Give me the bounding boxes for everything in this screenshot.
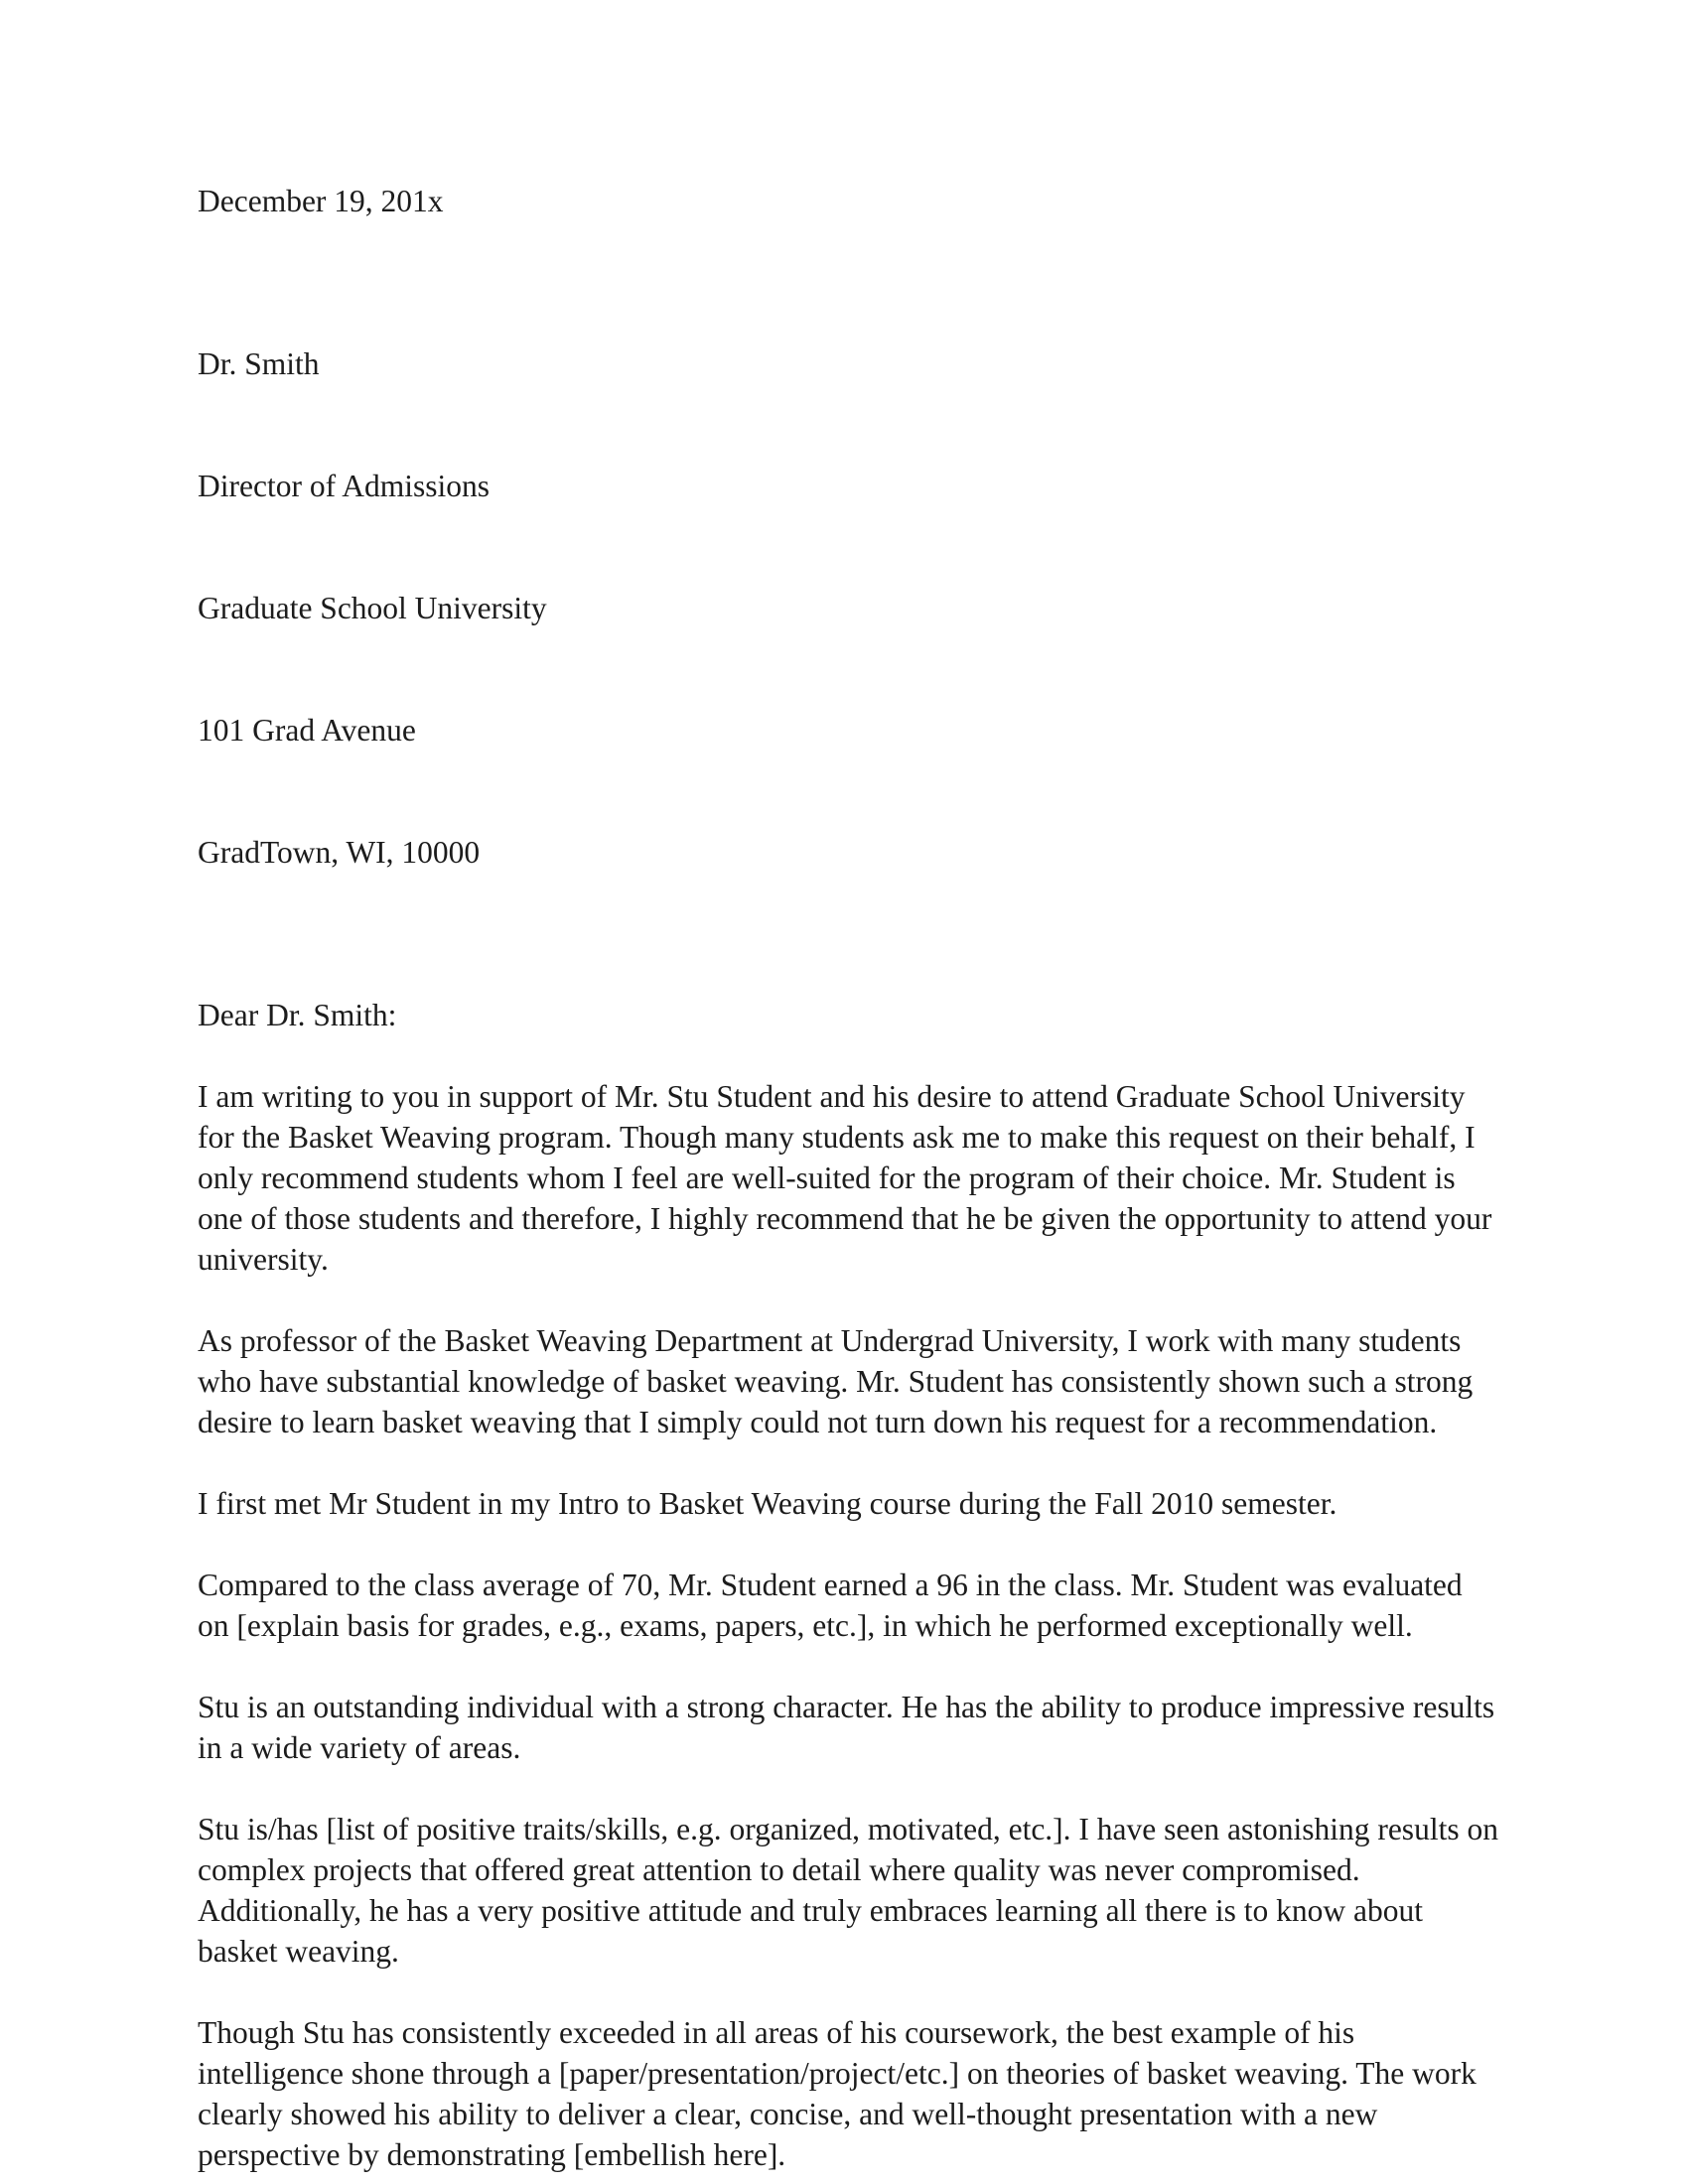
body-paragraph-4: Compared to the class average of 70, Mr. Student earned a 96 in the class. Mr. Student was evaluated on [explain basis for grades, e.g., exams, papers, etc.], in which he performed exceptionally well. bbox=[198, 1568, 1471, 1643]
recipient-name: Dr. Smith bbox=[198, 346, 320, 381]
letter-date: December 19, 201x bbox=[198, 184, 444, 218]
body-paragraph-6: Stu is/has [list of positive traits/skills, e.g. organized, motivated, etc.]. I have seen astonishing results on complex projects that offered great attention to detail where quality was never compromised. Additionally, he has a very positive attitude and truly embraces learning all there is to know about basket weaving. bbox=[198, 1812, 1506, 1969]
body-paragraph-1: I am writing to you in support of Mr. Stu Student and his desire to attend Graduate School University for the Basket Weaving program. Though many students ask me to make this request on their behalf, I only recommend students whom I feel are well-suited for the program of their choice. Mr. Student is one of those students and therefore, I highly recommend that he be given the opportunity to attend your university. bbox=[198, 1079, 1500, 1277]
recipient-street: 101 Grad Avenue bbox=[198, 713, 416, 748]
salutation: Dear Dr. Smith: bbox=[198, 998, 397, 1032]
recipient-address-block bbox=[198, 262, 1498, 954]
letter-body bbox=[198, 181, 1506, 2175]
body-paragraph-7: Though Stu has consistently exceeded in all areas of his coursework, the best example of his intelligence shone through a [paper/presentation/project/etc.] on theories of basket weaving. The work clearly showed his ability to deliver a clear, concise, and well-thought presentation with a new perspective by demonstrating [embellish here]. bbox=[198, 2015, 1484, 2172]
recipient-title: Director of Admissions bbox=[198, 469, 490, 503]
recipient-city-state-zip: GradTown, WI, 10000 bbox=[198, 835, 481, 870]
body-paragraph-3: I first met Mr Student in my Intro to Basket Weaving course during the Fall 2010 semester. bbox=[198, 1486, 1337, 1521]
recipient-organization: Graduate School University bbox=[198, 591, 547, 625]
body-paragraph-2: As professor of the Basket Weaving Department at Undergrad University, I work with many students who have substantial knowledge of basket weaving. Mr. Student has consistently shown such a strong desire to learn basket weaving that I simply could not turn down his request for a recommendation. bbox=[198, 1323, 1481, 1439]
body-paragraph-5: Stu is an outstanding individual with a strong character. He has the ability to produce impressive results in a wide variety of areas. bbox=[198, 1690, 1502, 1765]
